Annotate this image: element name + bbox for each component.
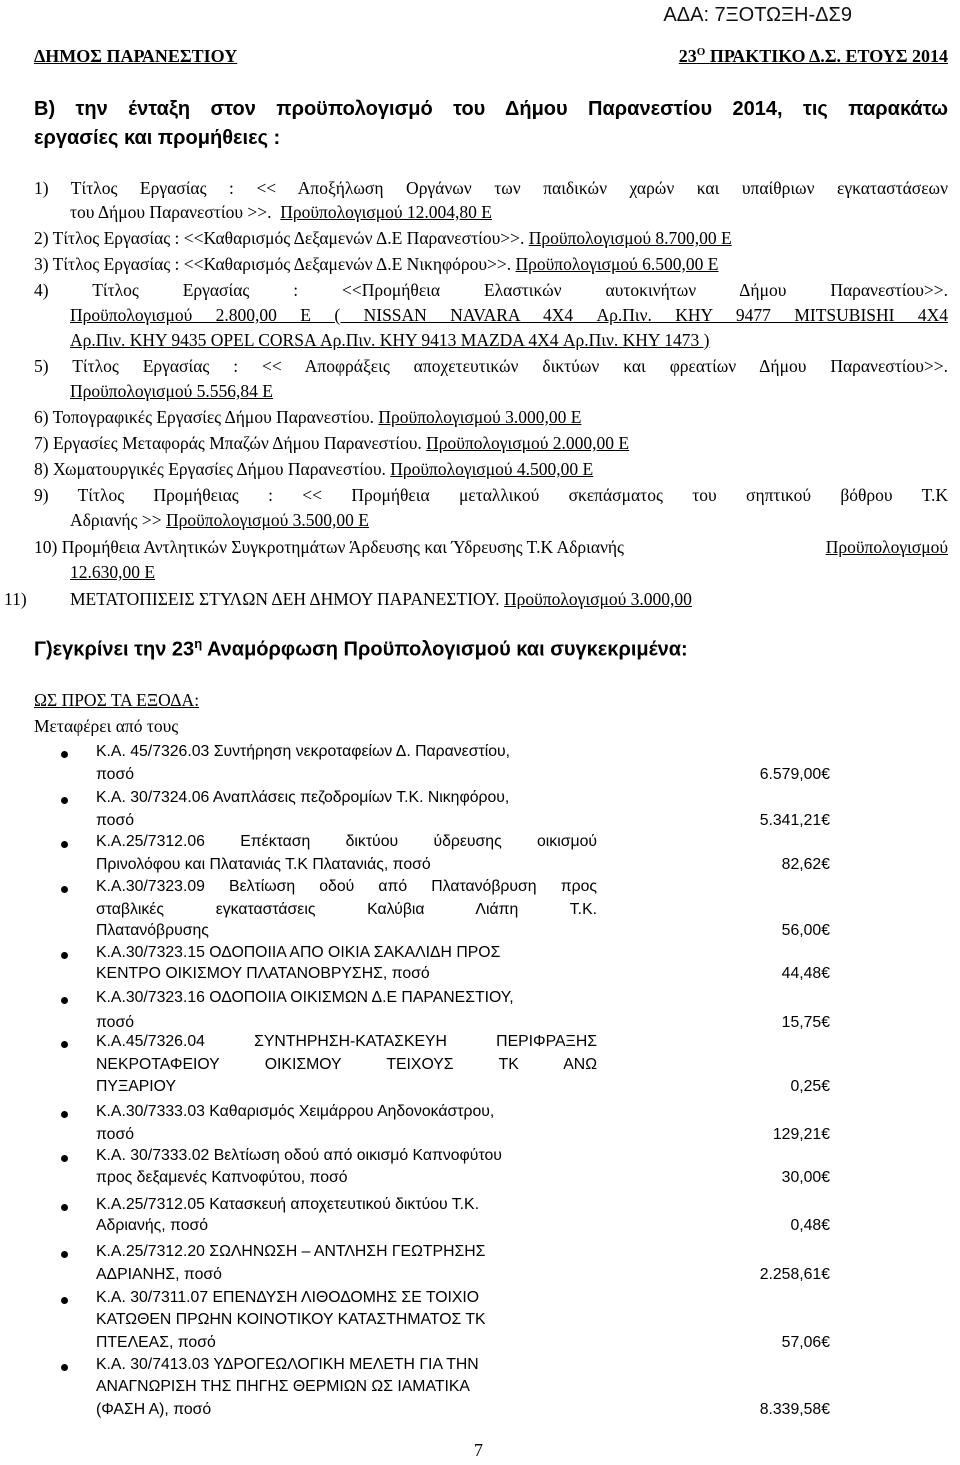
section-c-pre: Γ)εγκρίνει την 23	[34, 638, 195, 661]
bullet-icon	[61, 1155, 68, 1162]
minutes-title	[679, 46, 948, 67]
item-4-line2: Προϋπολογισμού 2.800,00 Ε ( NISSAN NAVARA 4X4 Αρ.Πιν. ΚΗΥ 9477 MITSUBISHI 4X4	[70, 305, 948, 325]
item-6-budget: Προϋπολογισμού 3.000,00 Ε	[378, 407, 582, 427]
item-4-line1: 4) Τίτλος Εργασίας : <<Προμήθεια Ελαστικών αυτοκινήτων Δήμου Παρανεστίου>>.	[34, 280, 948, 300]
section-c-post: Αναμόρφωση Προϋπολογισμού και συγκεκριμένα:	[202, 638, 688, 661]
item-3	[34, 254, 718, 275]
expenses-heading: ΩΣ ΠΡΟΣ ΤΑ ΕΞΟΔΑ:	[34, 690, 200, 710]
expense-13-line3: (ΦΑΣΗ Α), ποσό	[96, 1401, 212, 1418]
expense-13-line1: Κ.Α. 30/7413.03 ΥΔΡΟΓΕΩΛΟΓΙΚΗ ΜΕΛΕΤΗ ΓΙΑ ΤΗΝ	[96, 1356, 479, 1373]
bullet-icon	[61, 1111, 68, 1118]
item-7-text: 7) Εργασίες Μεταφοράς Μπαζών Δήμου Παρανεστίου.	[34, 433, 422, 453]
minutes-rest: ΠΡΑΚΤΙΚΟ Δ.Σ. ΕΤΟΥΣ 2014	[709, 46, 948, 66]
expense-1-line2: ποσό	[96, 766, 134, 783]
page-number: 7	[474, 1440, 483, 1460]
expense-11-amount: 2.258,61€	[759, 1266, 830, 1283]
expense-2-line2: ποσό	[96, 812, 134, 829]
item-5-budget: Προϋπολογισμού 5.556,84 Ε	[70, 381, 273, 401]
item-6	[34, 407, 581, 428]
bullet-icon	[61, 952, 68, 959]
item-10-text: 10) Προμήθεια Αντλητικών Συγκροτημάτων Άρδευσης και Ύδρευσης Τ.Κ Αδριανής	[34, 537, 624, 557]
item-3-text: 3) Τίτλος Εργασίας : <<Καθαρισμός Δεξαμενών Δ.Ε Νικηφόρου>>.	[34, 254, 512, 274]
expense-12-amount: 57,06€	[781, 1334, 830, 1351]
expense-12-line2: ΚΑΤΩΘΕΝ ΠΡΩΗΝ ΚΟΙΝΟΤΙΚΟΥ ΚΑΤΑΣΤΗΜΑΤΟΣ ΤΚ	[96, 1311, 486, 1328]
expense-4-line3: Πλατανόβρυσης	[96, 922, 209, 939]
section-b-line2: εργασίες και προμήθειες :	[34, 127, 281, 149]
expense-11-line1: Κ.Α.25/7312.20 ΣΩΛΗΝΩΣΗ – ΑΝΤΛΗΣΗ ΓΕΩΤΡΗΣΗΣ	[96, 1243, 486, 1260]
item-3-budget: Προϋπολογισμού 6.500,00 Ε	[515, 254, 719, 274]
ada-code: ΑΔΑ: 7ΞΟΤΩΞΗ-ΔΣ9	[663, 4, 852, 26]
item-11-text: ΜΕΤΑΤΟΠΙΣΕΙΣ ΣΤΥΛΩΝ ΔΕΗ ΔΗΜΟΥ ΠΑΡΑΝΕΣΤΙΟΥ.	[70, 589, 500, 609]
expense-9-line1: Κ.Α. 30/7333.02 Βελτίωση οδού από οικισμό Καπνοφύτου	[96, 1147, 502, 1164]
bullet-icon	[61, 751, 68, 758]
expense-13-amount: 8.339,58€	[759, 1401, 830, 1418]
item-8-text: 8) Χωματουργικές Εργασίες Δήμου Παρανεστίου.	[34, 459, 386, 479]
section-c-sup: η	[194, 636, 203, 651]
item-2-text: 2) Τίτλος Εργασίας : <<Καθαρισμός Δεξαμενών Δ.Ε Παρανεστίου>>.	[34, 228, 525, 248]
bullet-icon	[61, 1297, 68, 1304]
item-7	[34, 433, 629, 454]
expense-4-amount: 56,00€	[781, 922, 830, 939]
expense-10-line1: Κ.Α.25/7312.05 Κατασκευή αποχετευτικού δικτύου Τ.Κ.	[96, 1196, 479, 1213]
expense-6-line2: ποσό	[96, 1014, 134, 1031]
expense-6-line1: Κ.Α.30/7323.16 ΟΔΟΠΟΙΙΑ ΟΙΚΙΣΜΩΝ Δ.Ε ΠΑΡΑΝΕΣΤΙΟΥ,	[96, 989, 514, 1006]
expense-7-amount: 0,25€	[790, 1078, 830, 1095]
bullet-icon	[61, 1041, 68, 1048]
item-1-text: του Δήμου Παρανεστίου >>.	[70, 202, 272, 222]
item-6-text: 6) Τοπογραφικές Εργασίες Δήμου Παρανεστίου.	[34, 407, 375, 427]
item-11-budget: Προϋπολογισμού 3.000,00	[504, 589, 692, 609]
item-2-budget: Προϋπολογισμού 8.700,00 Ε	[528, 228, 732, 248]
item-11	[70, 589, 692, 610]
item-9-line1: 9) Τίτλος Προμήθειας : << Προμήθεια μεταλλικού σκεπάσματος του σηπτικού βόθρου Τ.Κ	[34, 485, 948, 505]
expense-8-line1: Κ.Α.30/7333.03 Καθαρισμός Χειμάρρου Αηδονοκάστρου,	[96, 1103, 495, 1120]
expense-3-amount: 82,62€	[781, 856, 830, 873]
expense-11-line2: ΑΔΡΙΑΝΗΣ, ποσό	[96, 1266, 222, 1283]
expense-6-amount: 15,75€	[781, 1014, 830, 1031]
bullet-icon	[61, 1251, 68, 1258]
item-11-number: 11)	[4, 589, 27, 609]
minutes-superscript: Ο	[696, 46, 706, 58]
expense-1-amount: 6.579,00€	[759, 766, 830, 783]
expense-7-line2: ΝΕΚΡΟΤΑΦΕΙΟΥ ΟΙΚΙΣΜΟΥ ΤΕΙΧΟΥΣ ΤΚ ΑΝΩ	[96, 1056, 597, 1073]
bullet-icon	[61, 1204, 68, 1211]
item-10-budget-amount: 12.630,00 Ε	[70, 562, 156, 582]
expense-5-amount: 44,48€	[781, 965, 830, 982]
item-7-budget: Προϋπολογισμού 2.000,00 Ε	[426, 433, 630, 453]
expense-1-line1: Κ.Α. 45/7326.03 Συντήρηση νεκροταφείων Δ. Παρανεστίου,	[96, 743, 511, 760]
item-4-line3: Αρ.Πιν. ΚΗΥ 9435 OPEL CORSA Αρ.Πιν. ΚΗΥ 9413 MAZDA 4X4 Αρ.Πιν. ΚΗΥ 1473 )	[70, 330, 710, 350]
expense-9-line2: προς δεξαμενές Καπνοφύτου, ποσό	[96, 1169, 348, 1186]
bullet-icon	[61, 797, 68, 804]
expense-9-amount: 30,00€	[781, 1169, 830, 1186]
expense-4-line2: σταβλικές εγκαταστάσεις Καλύβια Λιάπη Τ.Κ.	[96, 901, 597, 918]
item-9-budget: Προϋπολογισμού 3.500,00 Ε	[165, 510, 369, 530]
item-1-line1: 1) Τίτλος Εργασίας : << Αποξήλωση Οργάνων των παιδικών χαρών και υπαίθριων εγκαταστάσεων	[34, 178, 948, 198]
item-5-line1: 5) Τίτλος Εργασίας : << Αποφράξεις αποχετευτικών δικτύων και φρεατίων Δήμου Παρανεστίου>>.	[34, 356, 948, 376]
expense-8-amount: 129,21€	[772, 1126, 830, 1143]
item-10-budget-label: Προϋπολογισμού	[825, 537, 948, 557]
item-1-line2	[70, 202, 492, 223]
bullet-icon	[61, 1364, 68, 1371]
item-10-line1	[34, 537, 948, 558]
expense-5-line2: ΚΕΝΤΡΟ ΟΙΚΙΣΜΟΥ ΠΛΑΤΑΝΟΒΡΥΣΗΣ, ποσό	[96, 965, 430, 982]
expense-12-line3: ΠΤΕΛΕΑΣ, ποσό	[96, 1334, 216, 1351]
expense-13-line2: ΑΝΑΓΝΩΡΙΣΗ ΤΗΣ ΠΗΓΗΣ ΘΕΡΜΙΩΝ ΩΣ ΙΑΜΑΤΙΚΑ	[96, 1378, 470, 1395]
bullet-icon	[61, 841, 68, 848]
transfer-label: Μεταφέρει από τους	[34, 716, 179, 736]
expense-4-line1: Κ.Α.30/7323.09 Βελτίωση οδού από Πλατανόβρυση προς	[96, 878, 597, 895]
expense-2-amount: 5.341,21€	[759, 812, 830, 829]
expense-3-line1: Κ.Α.25/7312.06 Επέκταση δικτύου ύδρευσης οικισμού	[96, 833, 597, 850]
bullet-icon	[61, 997, 68, 1004]
section-b-line1: Β) την ένταξη στον προϋπολογισμό του Δήμου Παρανεστίου 2014, τις παρακάτω	[34, 98, 948, 120]
section-c-title	[34, 636, 688, 662]
expense-7-line1: Κ.Α.45/7326.04 ΣΥΝΤΗΡΗΣΗ-ΚΑΤΑΣΚΕΥΗ ΠΕΡΙΦΡΑΞΗΣ	[96, 1033, 597, 1050]
expense-12-line1: Κ.Α. 30/7311.07 ΕΠΕΝΔΥΣΗ ΛΙΘΟΔΟΜΗΣ ΣΕ ΤΟΙΧΙΟ	[96, 1289, 480, 1306]
municipality-title: ΔΗΜΟΣ ΠΑΡΑΝΕΣΤΙΟΥ	[34, 46, 238, 66]
item-9-text: Αδριανής >>	[70, 510, 162, 530]
item-8	[34, 459, 593, 480]
expense-10-line2: Αδριανής, ποσό	[96, 1217, 209, 1234]
expense-2-line1: Κ.Α. 30/7324.06 Αναπλάσεις πεζοδρομίων Τ.Κ. Νικηφόρου,	[96, 789, 510, 806]
expense-3-line2: Πρινολόφου και Πλατανιάς Τ.Κ Πλατανιάς, ποσό	[96, 856, 431, 873]
expense-8-line2: ποσό	[96, 1126, 134, 1143]
item-8-budget: Προϋπολογισμού 4.500,00 Ε	[390, 459, 594, 479]
item-1-budget: Προϋπολογισμού 12.004,80 Ε	[280, 202, 492, 222]
item-2	[34, 228, 732, 249]
bullet-icon	[61, 886, 68, 893]
expense-5-line1: Κ.Α.30/7323.15 ΟΔΟΠΟΙΙΑ ΑΠΟ ΟΙΚΙΑ ΣΑΚΑΛΙΔΗ ΠΡΟΣ	[96, 944, 501, 961]
minutes-number: 23	[678, 46, 697, 66]
expense-7-line3: ΠΥΞΑΡΙΟΥ	[96, 1078, 176, 1095]
expense-10-amount: 0,48€	[790, 1217, 830, 1234]
item-9-line2	[70, 510, 369, 531]
